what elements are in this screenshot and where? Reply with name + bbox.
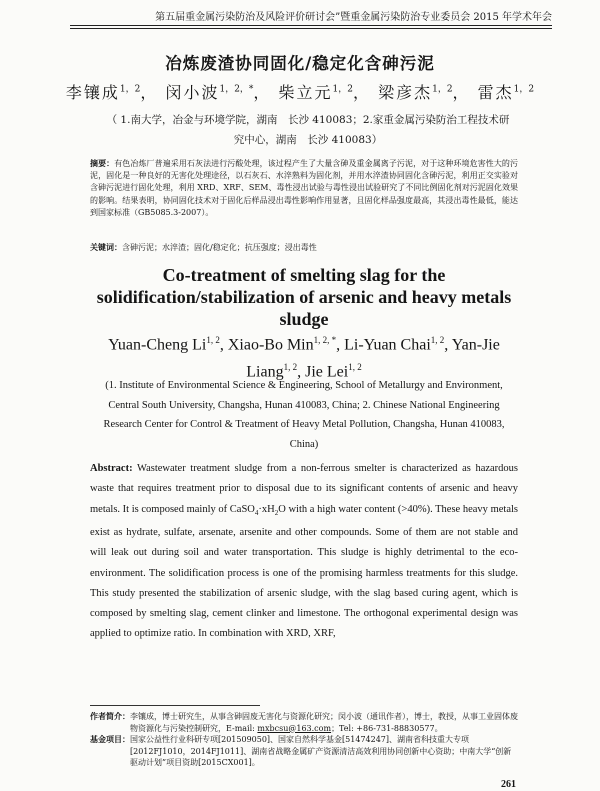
chinese-abstract-text: 有色冶炼厂普遍采用石灰法进行污酸处理，该过程产生了大量含砷及重金属离子污泥，对于这种环境危害性大的污泥，固化是一种良好的无害化处理途径，以石灰石、水淬熟料为固化剂，并用水淬渣协同固化含砷污泥，利用正交实验对含砷污泥进行固化处理，利用 XRD、XRF、SEM、毒性浸出试验与毒性浸出试验研究了不同比例固化剂对污泥固化效果的影响。结果表明，协同固化技术对于固化后样品浸出毒性影响作用显著，且固化样品强度最高，其浸出毒性最低，能达到国家标准（GB5085.3-2007）。 <box>90 159 518 217</box>
author-bio-body: 李镶成，博士研究生，从事含砷固废无害化与资源化研究；闵小波（通讯作者），博士，教授，从事工业固体废物资源化与污染控制研究，E-mail: <box>130 712 518 733</box>
chinese-keywords <box>90 241 518 254</box>
english-affiliation: (1. Institute of Environmental Science & Engineering, School of Metallurgy and Environment, Central South University, Changsha, Hunan 410083, China; 2. Chinese National Engineering Research Center for Control & Treatment of Heavy Metal Pollution, Changsha, Hunan 410083, China) <box>103 380 505 450</box>
chinese-abstract-label: 摘要： <box>90 158 115 168</box>
author-affiliation-mark: 1，2 <box>432 84 453 95</box>
english-abstract-label: Abstract: <box>90 463 133 474</box>
formula-subscript: 2 <box>274 508 279 517</box>
author-affiliation-mark: 1，2 <box>513 84 535 95</box>
author-affiliation-mark: 1, 2, * <box>313 335 337 345</box>
author-affiliation-mark: 1，2，* <box>219 84 254 95</box>
english-abstract-text: ·xH <box>258 503 275 515</box>
chinese-keywords-text: 含砷污泥；水淬渣；固化/稳定化；抗压强度；浸出毒性 <box>122 243 317 252</box>
author-affiliation-mark: 1, 2 <box>430 335 445 345</box>
english-abstract-text: Wastewater treatment sludge from a non-ferrous smelter is characterized as hazardous waste that requires treatment prior to disposal due to its significant contents of arsenic and heavy metals. It is composed mainly of CaSO <box>90 463 519 515</box>
author-name: 柴立元 <box>278 83 333 102</box>
footnote-divider <box>90 705 260 706</box>
author-email-link[interactable]: mxbcsu@163.com <box>257 723 332 733</box>
english-title: Co-treatment of smelting slag for the solidification/stabilization of arsenic and heavy metals sludge <box>96 265 512 329</box>
chinese-title: 冶炼废渣协同固化/稳定化含砷污泥 <box>165 54 435 73</box>
funding-label: 基金项目： <box>90 734 130 744</box>
chinese-keywords-label: 关键词： <box>90 242 122 252</box>
chinese-affiliation: （ 1.南大学，冶金与环境学院，湖南 长沙 410083；2.家重金属污染防治工程技术研究中心，湖南 长沙 410083） <box>106 114 510 146</box>
author-bio-text <box>130 711 518 734</box>
funding-text: 国家公益性行业科研专项[201509050]、国家自然科学基金[51474247]、湖南省科技重大专项[2012FJ1010，2014FJ1011]、湖南省战略金属矿产资源清洁高效利用协同创新中心资助；中南大学“创新驱动计划”项目资助[2015CX001]。 <box>130 735 512 767</box>
english-abstract <box>90 459 518 645</box>
author-affiliation-mark: 1，2 <box>119 84 141 95</box>
author-name: 雷杰 <box>477 83 514 102</box>
author-affiliation-mark: 1, 2 <box>283 362 298 373</box>
author-name: 闵小波 <box>165 83 220 102</box>
author-affiliation-mark: 1, 2 <box>206 335 220 345</box>
author-name: Xiao-Bo Min <box>227 336 314 354</box>
english-abstract-text: O with a high water content (>40%). These heavy metals exist as hydrate, sulfate, arsenate, arsenite and other compounds. Some of them are not stable and will leak out during soil and water transportation. This sludge is highly detrimental to the eco-environment. The solidification process is one of the promising harmless treatments for this sludge. This study presented the stabilization of arsenic sludge, with the slag based curing agent, which is composed by smelting slag, cement clinker and limestone. The orthogonal experimental design was applied to optimize ratio. In combination with XRD, XRF, <box>90 503 518 640</box>
page-number: 261 <box>501 779 516 790</box>
footnotes <box>90 711 518 769</box>
author-name: Yan-Jie Liang <box>246 336 500 381</box>
running-header: 第五届重金属污染防治及风险评价研讨会”暨重金属污染防治专业委员会 2015 年学术年会 <box>70 8 552 26</box>
author-bio-footnote <box>90 711 518 734</box>
author-name: Li-Yuan Chai <box>344 336 431 354</box>
english-author-list: Yuan-Cheng Li$^{1, 2}$, Xiao-Bo Min$^{1, 2, *}$, Li-Yuan Chai$^{1, 2}$, Yan-Jie Liang$^{1, 2}$, Jie Lei$^{1, 2}$ <box>108 335 500 381</box>
author-affiliation-mark: 1，2 <box>332 84 353 95</box>
author-name: Yuan-Cheng Li <box>108 336 207 354</box>
author-name: 梁彦杰 <box>378 83 433 102</box>
author-bio-label: 作者简介： <box>90 711 130 721</box>
author-bio-tel: ；Tel: +86-731-88830577。 <box>331 723 443 733</box>
author-affiliation-mark: 1, 2 <box>348 362 362 373</box>
chinese-abstract <box>90 157 518 219</box>
funding-footnote <box>90 734 518 769</box>
author-name: 李镶成 <box>65 83 120 102</box>
formula-subscript: 4 <box>254 508 259 517</box>
author-name: Jie Lei <box>305 363 349 381</box>
chinese-author-list: 李镶成$^{1,2}$， 闵小波$^{1,2,*}$， 柴立元$^{1,2}$， 梁彦杰$^{1,2}$， 雷杰$^{1,2}$ <box>65 83 535 102</box>
